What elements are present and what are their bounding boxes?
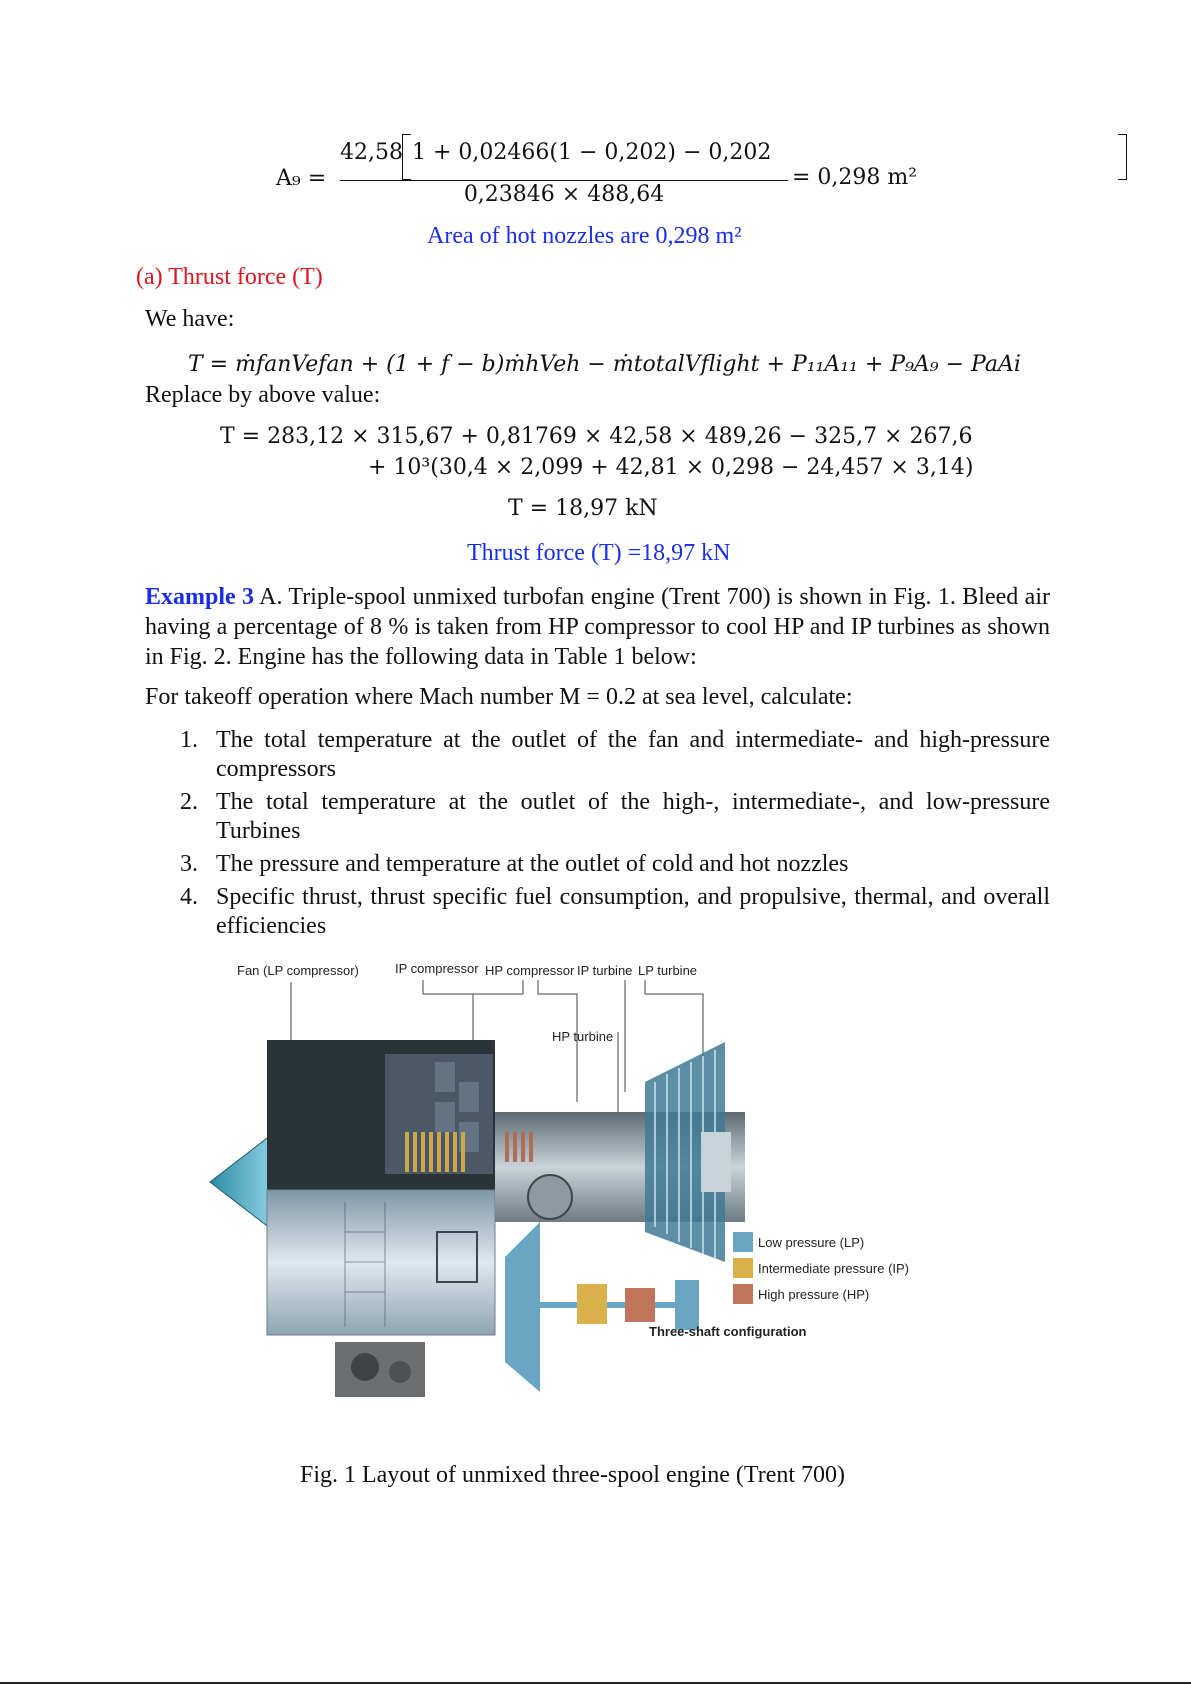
label-lp-turbine: LP turbine xyxy=(638,963,698,978)
we-have-text: We have: xyxy=(145,306,235,332)
label-hp-turbine: HP turbine xyxy=(552,1029,614,1044)
list-item: 2. The total temperature at the outlet of the high-, intermediate-, and low-pressure Turbines xyxy=(180,789,1050,844)
section-heading: (a) Thrust force (T) xyxy=(136,264,323,290)
schematic-lp xyxy=(505,1222,540,1392)
legend-ip: Intermediate pressure (IP) xyxy=(758,1261,910,1276)
left-bracket xyxy=(402,134,411,180)
example-text: A. Triple-spool unmixed turbofan engine (Trent 700) is shown in Fig. 1. Bleed air having a percentage of 8 % is taken from HP compressor to cool HP and IP turbines as shown in Fig. 2. Engine has the following data in Table 1 below: xyxy=(145,584,1050,670)
legend xyxy=(733,1232,753,1304)
a9-lhs: A₉ = xyxy=(276,166,327,191)
a9-denominator: 0,23846 × 488,64 xyxy=(463,182,665,207)
right-bracket xyxy=(1118,134,1127,180)
a9-numerator-bracket: 1 + 0,02466(1 − 0,202) − 0,202 xyxy=(412,140,772,165)
legend-swatch-hp xyxy=(733,1284,753,1304)
takeoff-text: For takeoff operation where Mach number M = 0.2 at sea level, calculate: xyxy=(145,684,853,710)
a9-numerator xyxy=(340,136,788,174)
example-label: Example 3 xyxy=(145,584,255,610)
label-ip-turbine: IP turbine xyxy=(577,963,633,978)
list-item: 1. The total temperature at the outlet of the fan and intermediate- and high-pressure compressors xyxy=(180,727,1050,782)
figure-caption: Fig. 1 Layout of unmixed three-spool engine (Trent 700) xyxy=(300,1462,846,1488)
footer-rule xyxy=(0,1682,1191,1684)
thrust-value: T = 18,97 kN xyxy=(508,496,658,521)
spinner xyxy=(210,1132,275,1232)
label-fan: Fan (LP compressor) xyxy=(237,963,359,978)
label-ip-compressor: IP compressor xyxy=(395,961,479,976)
a9-numerator-coef: 42,58 xyxy=(340,140,403,165)
thrust-calc-line2: + 10³(30,4 × 2,099 + 42,81 × 0,298 − 24,457 × 3,14) xyxy=(368,455,974,480)
config-label: Three-shaft configuration xyxy=(649,1324,807,1339)
task-list xyxy=(180,726,1050,945)
legend-hp: High pressure (HP) xyxy=(758,1287,870,1302)
legend-swatch-lp xyxy=(733,1232,753,1252)
example-paragraph xyxy=(145,582,1050,672)
a9-result: = 0,298 m² xyxy=(792,165,918,190)
legend-lp: Low pressure (LP) xyxy=(758,1235,865,1250)
replace-text: Replace by above value: xyxy=(145,382,381,408)
fraction-bar xyxy=(340,180,788,181)
legend-swatch-ip xyxy=(733,1258,753,1278)
label-hp-compressor: HP compressor xyxy=(485,963,575,978)
thrust-calc-line1: T = 283,12 × 315,67 + 0,81769 × 42,58 × 489,26 − 325,7 × 267,6 xyxy=(220,424,973,449)
thrust-result: Thrust force (T) =18,97 kN xyxy=(467,540,731,566)
area-result: Area of hot nozzles are 0,298 m² xyxy=(427,223,742,249)
list-item: 3. The pressure and temperature at the outlet of cold and hot nozzles xyxy=(180,851,849,877)
thrust-equation: T = ṁfanVefan + (1 + f − b)ṁhVeh − ṁtotalVflight + P₁₁A₁₁ + P₉A₉ − PaAi xyxy=(188,352,1021,377)
list-item: 4. Specific thrust, thrust specific fuel consumption, and propulsive, thermal, and overall efficiencies xyxy=(180,884,1050,939)
engine-figure xyxy=(205,962,995,1432)
